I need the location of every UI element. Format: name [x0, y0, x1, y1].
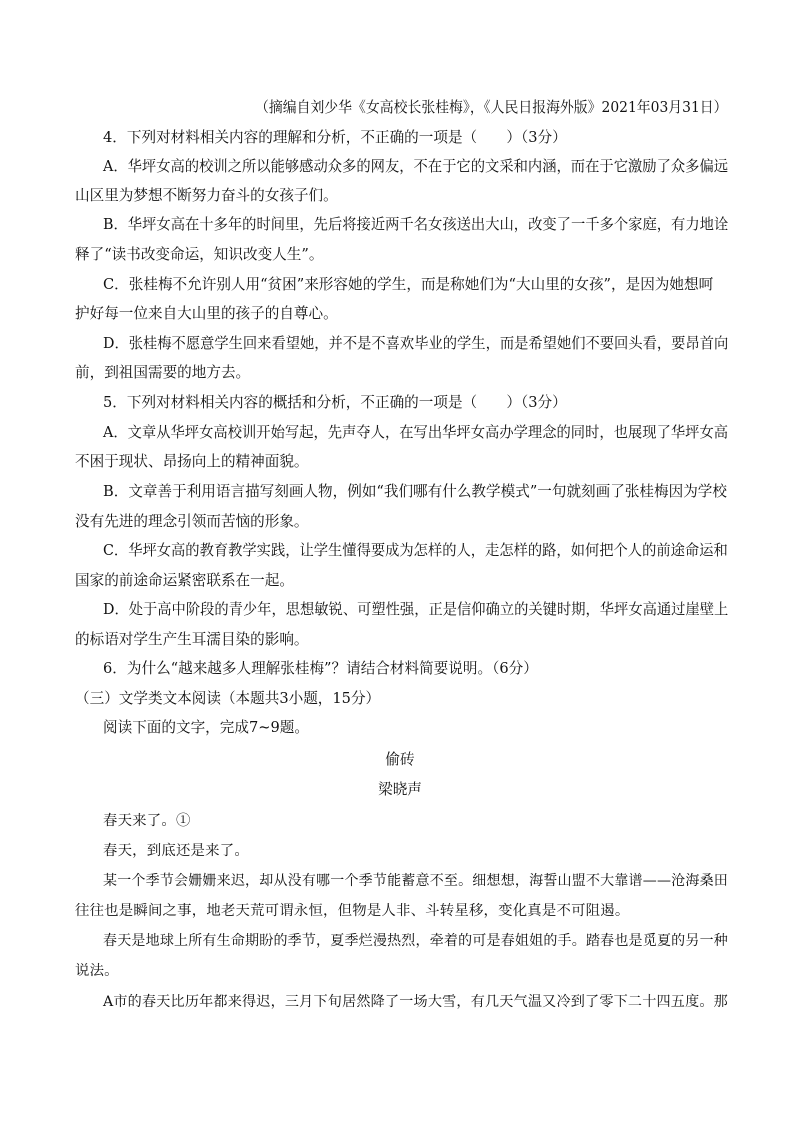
question-4-option-a-line-1: A．华坪女高的校训之所以能够感动众多的网友，不在于它的文采和内涵，而在于它激励了众多偏远	[103, 158, 729, 175]
story-paragraph-1: 春天来了。①	[103, 813, 191, 829]
question-4-stem: 4．下列对材料相关内容的理解和分析，不正确的一项是（ ）（3分）	[103, 129, 567, 146]
story-paragraph-4-line-2: 说法。	[75, 963, 119, 979]
question-4-option-a-line-2: 山区里为梦想不断努力奋斗的女孩子们。	[75, 187, 338, 204]
question-5-option-d-line-2: 的标语对学生产生耳濡目染的影响。	[75, 631, 309, 648]
question-5-stem: 5．下列对材料相关内容的概括和分析，不正确的一项是（ ）（3分）	[103, 394, 567, 411]
question-5-option-b-line-1: B．文章善于利用语言描写刻画人物，例如“我们哪有什么教学模式”一句就刻画了张桂梅因为学校	[103, 483, 727, 500]
question-5-option-d-line-1: D．处于高中阶段的青少年，思想敏锐、可塑性强，正是信仰确立的关键时期，华坪女高通过崖壁上	[103, 601, 729, 618]
question-4-option-c-line-1: C．张桂梅不允许别人用“贫困”来形容她的学生，而是称她们为“大山里的女孩”，是因为她想呵	[103, 276, 714, 293]
story-paragraph-5-line-1: A市的春天比历年都来得迟，三月下旬居然降了一场大雪，有几天气温又冷到了零下二十四五度。那	[103, 994, 728, 1010]
question-4-option-c-line-2: 护好每一位来自大山里的孩子的自尊心。	[75, 305, 338, 322]
source-citation: （摘编自刘少华《女高校长张桂梅》，《人民日报海外版》2021年03月31日）	[255, 99, 728, 116]
question-6-stem: 6．为什么“越来越多人理解张桂梅”？请结合材料简要说明。（6分）	[103, 660, 538, 677]
question-4-option-d-line-1: D．张桂梅不愿意学生回来看望她，并不是不喜欢毕业的学生，而是希望她们不要回头看，要昂首向	[103, 335, 729, 352]
question-5-option-a-line-2: 不困于现状、昂扬向上的精神面貌。	[75, 453, 309, 470]
question-5-option-c-line-1: C．华坪女高的教育教学实践，让学生懂得要成为怎样的人，走怎样的路，如何把个人的前途命运和	[103, 542, 728, 559]
reading-instruction: 阅读下面的文字，完成7~9题。	[103, 719, 309, 736]
story-paragraph-3-line-2: 往往也是瞬间之事，地老天荒可谓永恒，但物是人非、斗转星移，变化真是不可阻遏。	[75, 903, 630, 919]
story-paragraph-2: 春天，到底还是来了。	[103, 843, 249, 859]
question-4-option-b-line-2: 释了“读书改变命运，知识改变人生”。	[75, 246, 324, 263]
question-5-option-b-line-2: 没有先进的理念引领而苦恼的形象。	[75, 513, 309, 530]
story-paragraph-4-line-1: 春天是地球上所有生命期盼的季节，夏季烂漫热烈，牵着的可是春姐姐的手。踏春也是觅夏的另一种	[103, 933, 728, 949]
story-title: 偷砖	[385, 751, 415, 768]
question-5-option-a-line-1: A．文章从华坪女高校训开始写起，先声夺人，在写出华坪女高办学理念的同时，也展现了华坪女高	[103, 424, 729, 441]
question-4-option-d-line-2: 前，到祖国需要的地方去。	[75, 364, 251, 381]
section-heading: （三）文学类文本阅读（本题共3小题，15分）	[75, 690, 381, 707]
question-4-option-b-line-1: B．华坪女高在十多年的时间里，先后将接近两千名女孩送出大山，改变了一千多个家庭，有力地诠	[103, 216, 729, 233]
story-paragraph-3-line-1: 某一个季节会姗姗来迟，却从没有哪一个季节能蓄意不至。细想想，海誓山盟不大靠谱——沧海桑田	[103, 873, 728, 889]
story-author: 梁晓声	[378, 781, 422, 798]
question-5-option-c-line-2: 国家的前途命运紧密联系在一起。	[75, 572, 294, 589]
